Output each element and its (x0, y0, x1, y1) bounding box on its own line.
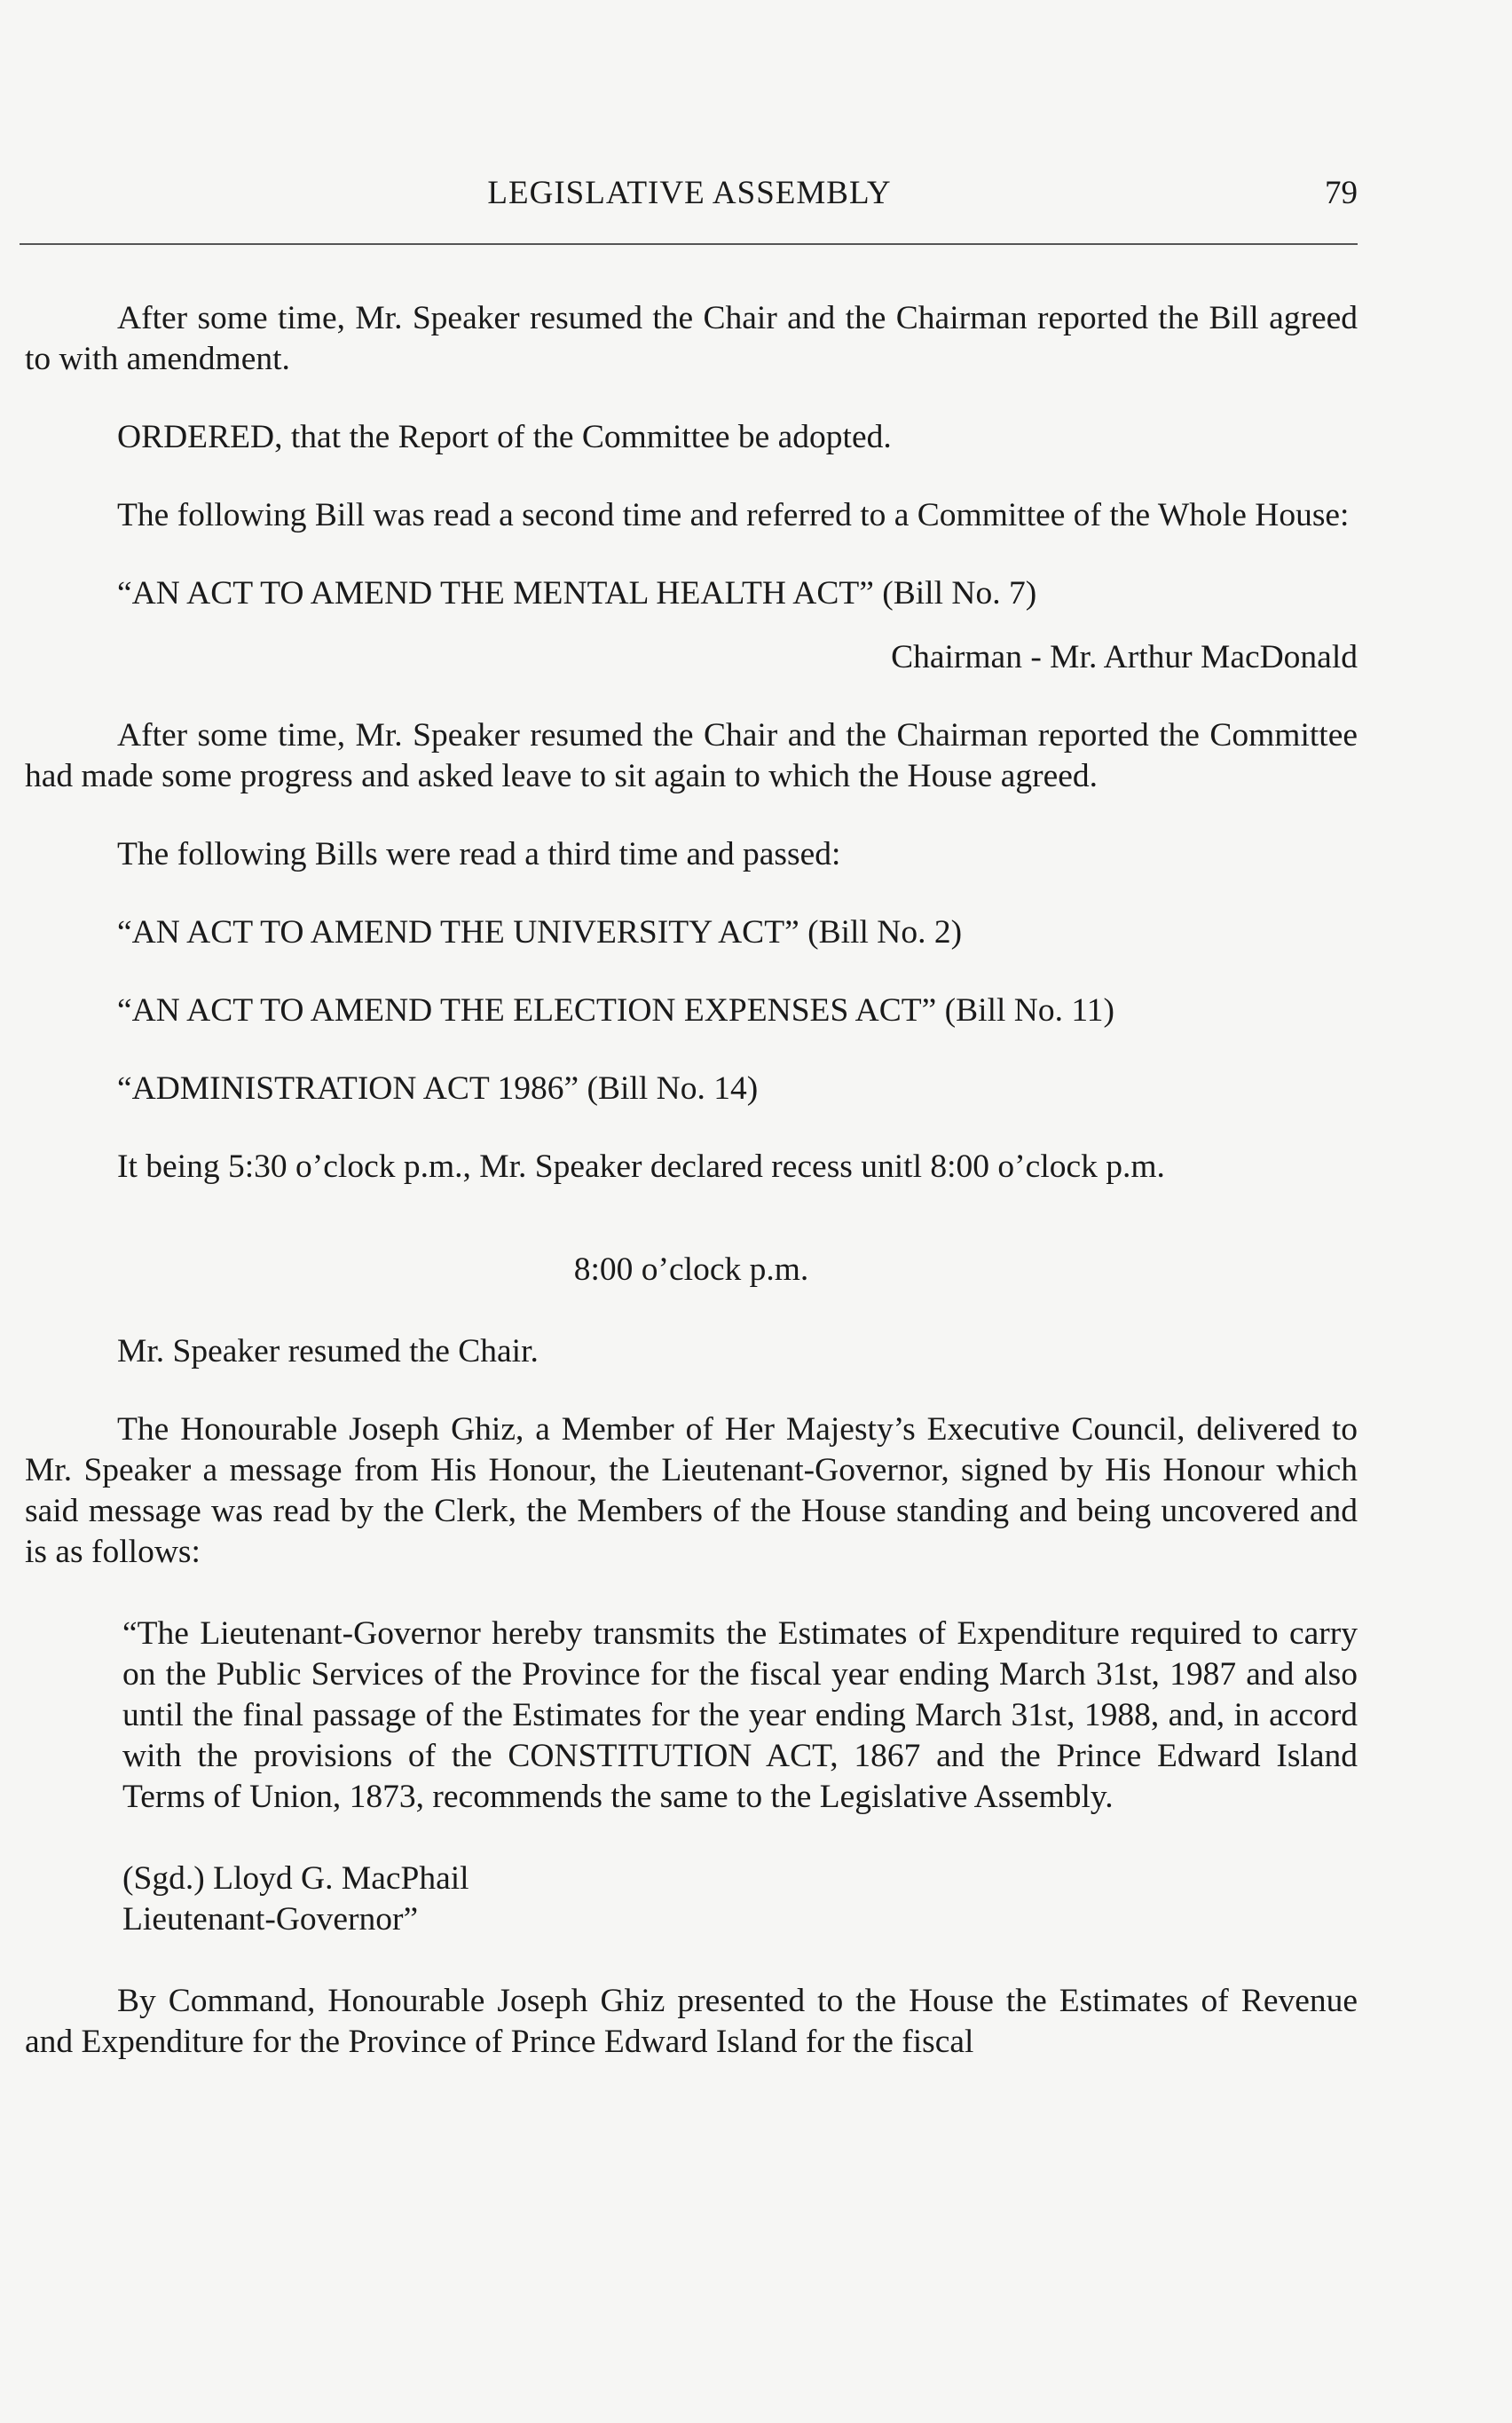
lieutenant-governor-message: “The Lieutenant-Governor hereby transmits the Estimates of Expenditure required to carry on the Public Services of the Province for the fiscal year ending March 31st, 1987 and also until the final passage of the Estimates for the year ending March 31st, 1988, and, in accord with the provisions of the CONSTITUTION ACT, 1867 and the Prince Edward Island Terms of Union, 1873, recommends the same to the Legislative Assembly. (122, 1615, 1358, 1815)
time-heading: 8:00 o’clock p.m. (573, 1251, 809, 1288)
bill-administration: “ADMINISTRATION ACT 1986” (Bill No. 14) (117, 1070, 759, 1107)
paragraph-progress: After some time, Mr. Speaker resumed the Chair and the Chairman reported the Committee had made some progress and asked leave to sit again to which the House agreed. (25, 717, 1358, 794)
paragraph-recess: It being 5:30 o’clock p.m., Mr. Speaker declared recess unitl 8:00 o’clock p.m. (117, 1148, 1165, 1185)
signed-name: (Sgd.) Lloyd G. MacPhail (122, 1860, 469, 1897)
running-header (21, 174, 1358, 218)
signature-block (25, 1859, 1358, 1940)
paragraph-message-delivery: The Honourable Joseph Ghiz, a Member of Her Majesty’s Executive Council, delivered to Mr. Speaker a message from His Honour, the Lieutenant-Governor, signed by His Honour which said message was read by the Clerk, the Members of the House standing and being uncovered and is as follows: (25, 1411, 1358, 1570)
signed-title: Lieutenant-Governor” (122, 1901, 419, 1938)
document-body (25, 298, 1358, 2063)
bill-mental-health: “AN ACT TO AMEND THE MENTAL HEALTH ACT” (Bill No. 7) (117, 575, 1037, 612)
bill-election-expenses: “AN ACT TO AMEND THE ELECTION EXPENSES ACT” (Bill No. 11) (117, 992, 1114, 1029)
paragraph-third-reading: The following Bills were read a third time and passed: (117, 836, 841, 872)
paragraph-ordered: ORDERED, that the Report of the Committee be adopted. (117, 419, 892, 455)
bill-university: “AN ACT TO AMEND THE UNIVERSITY ACT” (Bill No. 2) (117, 914, 963, 951)
paragraph-second-reading: The following Bill was read a second time and referred to a Committee of the Whole House: (117, 497, 1350, 533)
paragraph-committee-report: After some time, Mr. Speaker resumed the Chair and the Chairman reported the Bill agreed to with amendment. (25, 300, 1358, 377)
chairman-line: Chairman - Mr. Arthur MacDonald (891, 639, 1358, 675)
header-title: LEGISLATIVE ASSEMBLY (487, 175, 892, 211)
paragraph-by-command: By Command, Honourable Joseph Ghiz presented to the House the Estimates of Revenue and Expenditure for the Province of Prince Edward Island for the fiscal (25, 1983, 1358, 2060)
header-rule (20, 243, 1358, 245)
page-number: 79 (1325, 175, 1358, 211)
paragraph-resumed: Mr. Speaker resumed the Chair. (117, 1333, 539, 1369)
